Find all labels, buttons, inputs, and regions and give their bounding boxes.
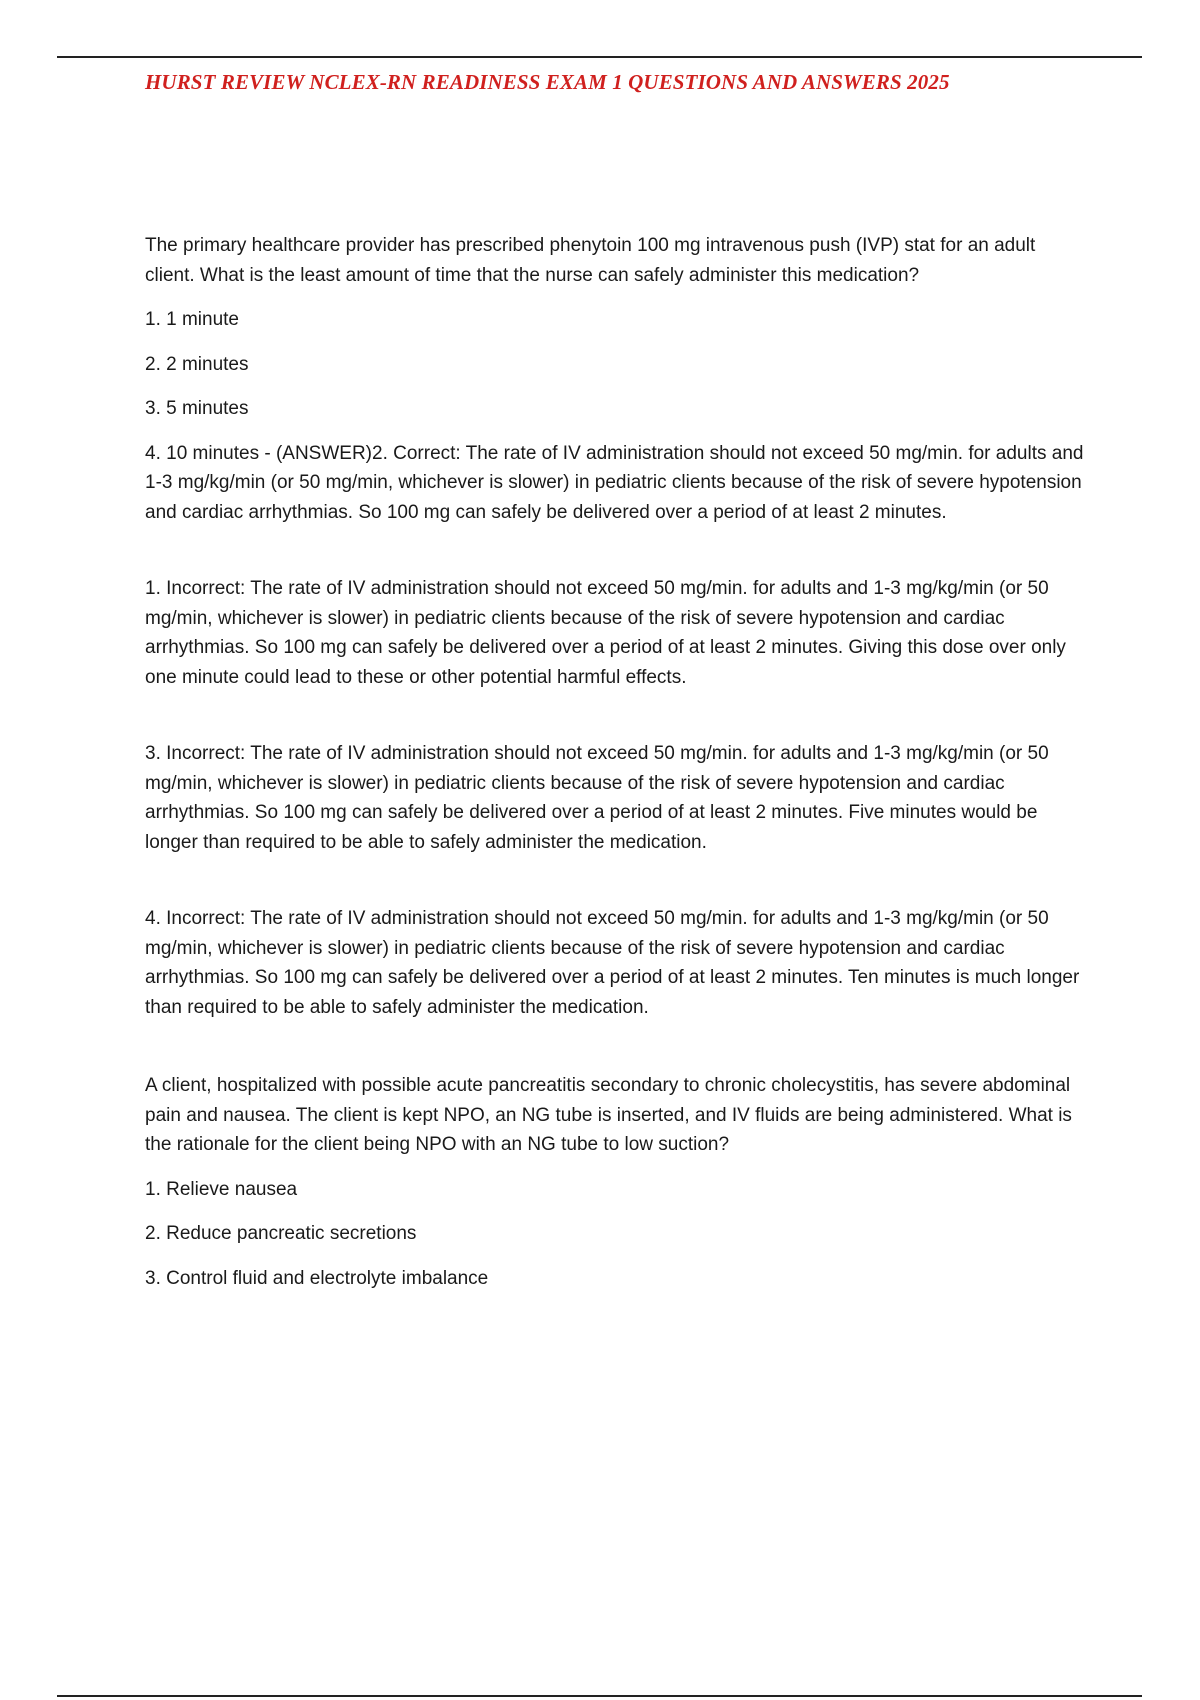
question-1-stem: The primary healthcare provider has prescribed phenytoin 100 mg intravenous push (IVP) stat for an adult client. What is the least amount of time that the nurse can safely administer this medication? [145,235,1036,286]
question-1-option-2: 2. 2 minutes [145,353,249,375]
document-body [145,231,1085,1308]
question-2-option-1: 1. Relieve nausea [145,1178,298,1200]
document-title: HURST REVIEW NCLEX-RN READINESS EXAM 1 QUESTIONS AND ANSWERS 2025 [145,70,950,94]
question-1-rationale-4: 4. Incorrect: The rate of IV administration should not exceed 50 mg/min. for adults and 1-3 mg/kg/min (or 50 mg/min, whichever is slower) in pediatric clients because of the risk of severe hypotension and cardiac arrhythmias. So 100 mg can safely be delivered over a period of at least 2 minutes. Ten minutes is much longer than required to be able to safely administer the medication. [145,908,1080,1018]
question-1-rationale-1: 1. Incorrect: The rate of IV administration should not exceed 50 mg/min. for adults and 1-3 mg/kg/min (or 50 mg/min, whichever is slower) in pediatric clients because of the risk of severe hypotension and cardiac arrhythmias. So 100 mg can safely be delivered over a period of at least 2 minutes. Giving this dose over only one minute could lead to these or other potential harmful effects. [145,578,1066,688]
question-2-option-2: 2. Reduce pancreatic secretions [145,1223,417,1244]
question-1-option-1: 1. 1 minute [145,309,239,330]
question-1-option-4-answer: 4. 10 minutes - (ANSWER)2. Correct: The rate of IV administration should not exceed 50 mg/min. for adults and 1-3 mg/kg/min (or 50 mg/min, whichever is slower) in pediatric clients because of the risk of severe hypotension and cardiac arrhythmias. So 100 mg can safely be delivered over a period of at least 2 minutes. [145,442,1084,523]
footer-rule [57,1695,1142,1697]
question-2-stem: A client, hospitalized with possible acute pancreatitis secondary to chronic cholecystitis, has severe abdominal pain and nausea. The client is kept NPO, an NG tube is inserted, and IV fluids are being administered. What is the rationale for the client being NPO with an NG tube to low suction? [145,1075,1072,1155]
question-2-option-3: 3. Control fluid and electrolyte imbalance [145,1267,489,1289]
header-rule [57,56,1142,58]
question-1-rationale-3: 3. Incorrect: The rate of IV administration should not exceed 50 mg/min. for adults and 1-3 mg/kg/min (or 50 mg/min, whichever is slower) in pediatric clients because of the risk of severe hypotension and cardiac arrhythmias. So 100 mg can safely be delivered over a period of at least 2 minutes. Five minutes would be longer than required to be able to safely administer the medication. [145,743,1049,853]
question-1-option-3: 3. 5 minutes [145,398,249,419]
